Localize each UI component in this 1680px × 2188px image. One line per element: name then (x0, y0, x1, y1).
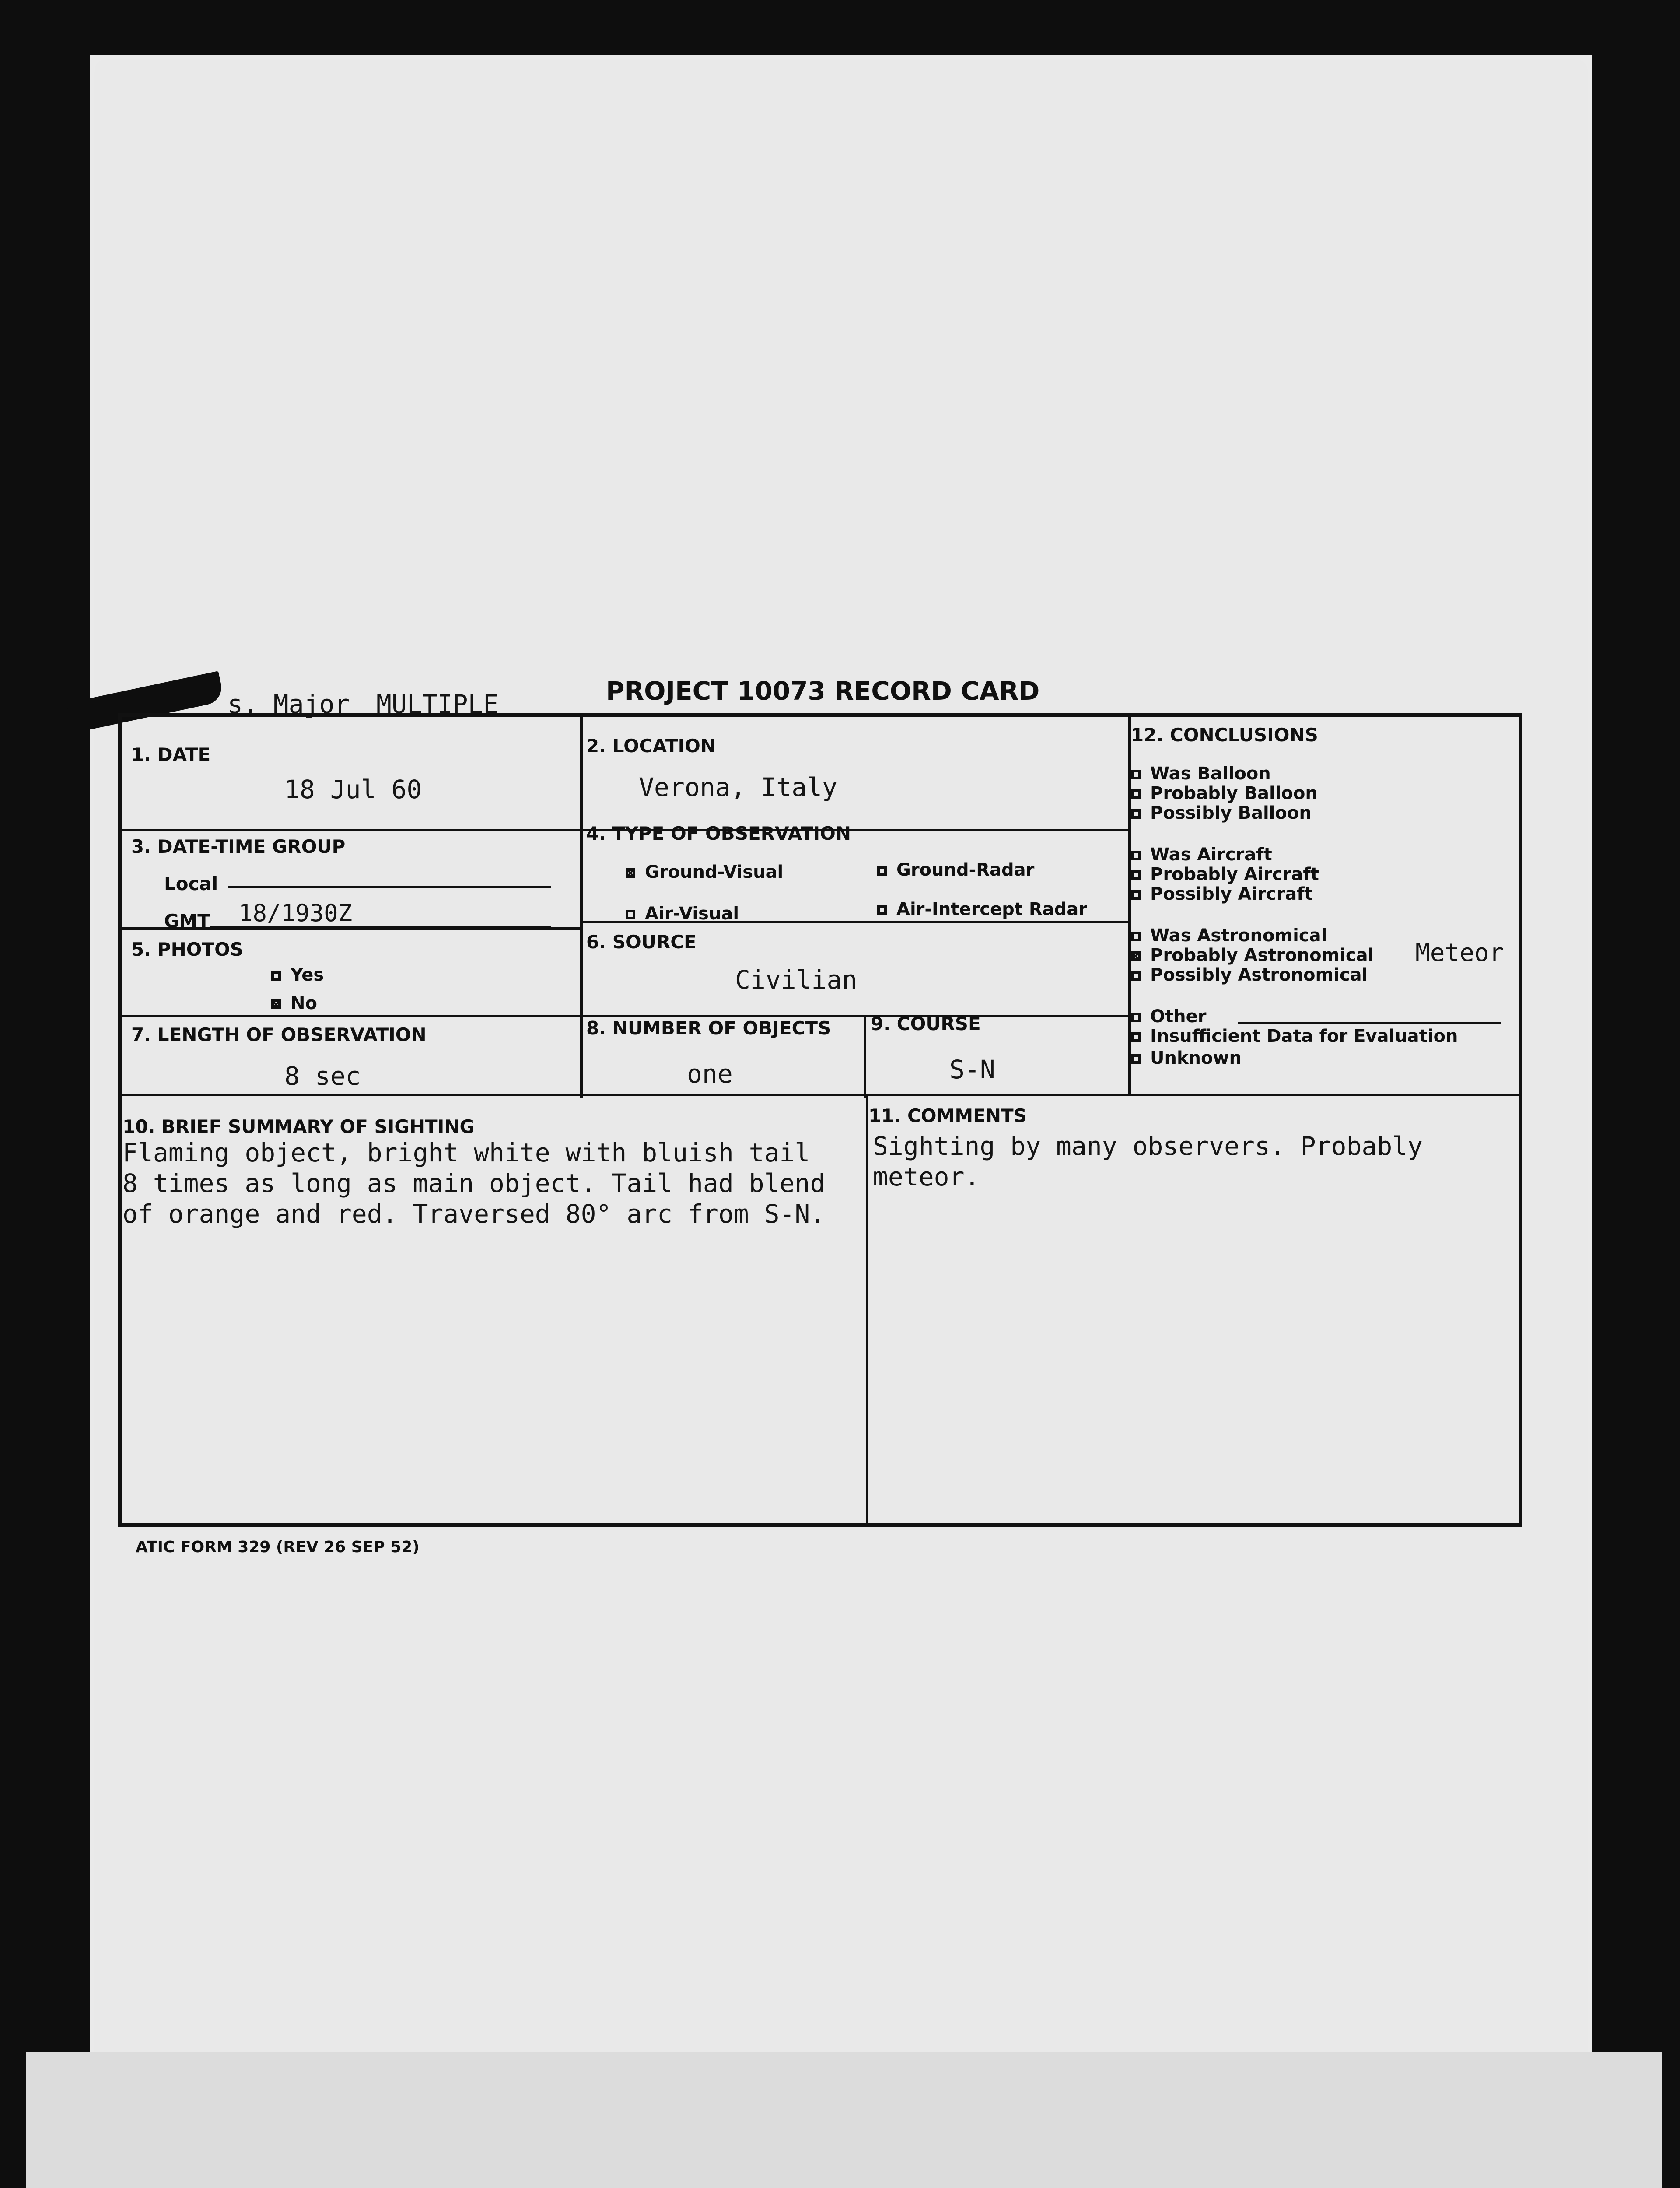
probably-aircraft-checkbox (1131, 870, 1141, 880)
header-multiple: MULTIPLE (376, 689, 499, 719)
unknown-checkbox (1131, 1054, 1141, 1064)
summary-line: 8 times as long as main object. Tail had blend (122, 1168, 826, 1198)
local-underline (228, 886, 551, 888)
source-value: Civilian (735, 965, 858, 995)
option-ground-radar: Ground-Radar (877, 860, 1034, 880)
ground-visual-checkbox (626, 868, 635, 878)
number-of-objects-label: 8. NUMBER OF OBJECTS (586, 1017, 831, 1039)
length-label: 7. LENGTH OF OBSERVATION (131, 1024, 427, 1045)
probably-balloon-checkbox (1131, 789, 1141, 799)
photos-label: 5. PHOTOS (131, 939, 244, 960)
date-value: 18 Jul 60 (284, 775, 422, 804)
date-label: 1. DATE (131, 744, 211, 765)
summary-line: Flaming object, bright white with bluish tail (122, 1138, 810, 1168)
was-aircraft-checkbox (1131, 851, 1141, 860)
conclusion-was-astronomical: Was Astronomical (1131, 926, 1327, 946)
course-value: S-N (949, 1055, 995, 1084)
lower-sheet (26, 2052, 1662, 2188)
air-visual-checkbox (626, 910, 635, 919)
comments-label: 11. COMMENTS (868, 1105, 1027, 1126)
number-of-objects-value: one (687, 1059, 733, 1089)
ground-radar-checkbox (877, 866, 887, 876)
other-checkbox (1131, 1013, 1141, 1022)
conclusions-label: 12. CONCLUSIONS (1131, 724, 1318, 746)
local-label: Local (164, 873, 218, 894)
observation-type-label: 4. TYPE OF OBSERVATION (586, 823, 851, 844)
form-id: ATIC FORM 329 (REV 26 SEP 52) (136, 1538, 420, 1556)
possibly-aircraft-checkbox (1131, 890, 1141, 900)
air-intercept-radar-checkbox (877, 905, 887, 915)
conclusion-possibly-balloon: Possibly Balloon (1131, 803, 1312, 823)
conclusion-other: Other (1131, 1006, 1206, 1027)
photos-yes-checkbox (271, 971, 281, 981)
summary-line: of orange and red. Traversed 80° arc from S-N. (122, 1199, 826, 1229)
comments-line: Sighting by many observers. Probably (873, 1131, 1423, 1161)
location-value: Verona, Italy (639, 772, 837, 802)
course-label: 9. COURSE (871, 1013, 981, 1034)
conclusion-possibly-astronomical: Possibly Astronomical (1131, 965, 1368, 985)
other-underline (1238, 1022, 1501, 1024)
option-ground-visual: Ground-Visual (626, 862, 783, 882)
probably-astronomical-checkbox (1131, 951, 1141, 961)
possibly-balloon-checkbox (1131, 809, 1141, 819)
dtg-label: 3. DATE-TIME GROUP (131, 836, 346, 857)
option-air-intercept-radar: Air-Intercept Radar (877, 899, 1087, 919)
conclusion-insufficient-data: Insufficient Data for Evaluation (1131, 1026, 1458, 1046)
source-label: 6. SOURCE (586, 931, 696, 953)
conclusion-annotation: Meteor (1415, 939, 1504, 967)
gmt-label: GMT (164, 910, 210, 932)
header-name: s, Major (228, 689, 350, 719)
was-astronomical-checkbox (1131, 932, 1141, 941)
insufficient-data-checkbox (1131, 1032, 1141, 1042)
summary-label: 10. BRIEF SUMMARY OF SIGHTING (122, 1116, 475, 1137)
conclusion-probably-astronomical: Probably Astronomical (1131, 945, 1374, 965)
photos-no-checkbox (271, 999, 281, 1009)
conclusion-unknown: Unknown (1131, 1048, 1242, 1068)
conclusion-possibly-aircraft: Possibly Aircraft (1131, 884, 1313, 904)
comments-line: meteor. (873, 1162, 980, 1192)
conclusion-probably-aircraft: Probably Aircraft (1131, 864, 1319, 884)
conclusion-was-balloon: Was Balloon (1131, 764, 1271, 784)
option-air-visual: Air-Visual (626, 904, 739, 924)
card-title: PROJECT 10073 RECORD CARD (606, 676, 1040, 706)
was-balloon-checkbox (1131, 770, 1141, 779)
conclusion-probably-balloon: Probably Balloon (1131, 783, 1318, 803)
possibly-astronomical-checkbox (1131, 971, 1141, 981)
option-photos-no: No (271, 993, 317, 1013)
location-label: 2. LOCATION (586, 735, 716, 757)
conclusion-was-aircraft: Was Aircraft (1131, 845, 1272, 865)
option-photos-yes: Yes (271, 965, 324, 985)
gmt-value: 18/1930Z (238, 899, 353, 927)
length-value: 8 sec (284, 1061, 361, 1091)
